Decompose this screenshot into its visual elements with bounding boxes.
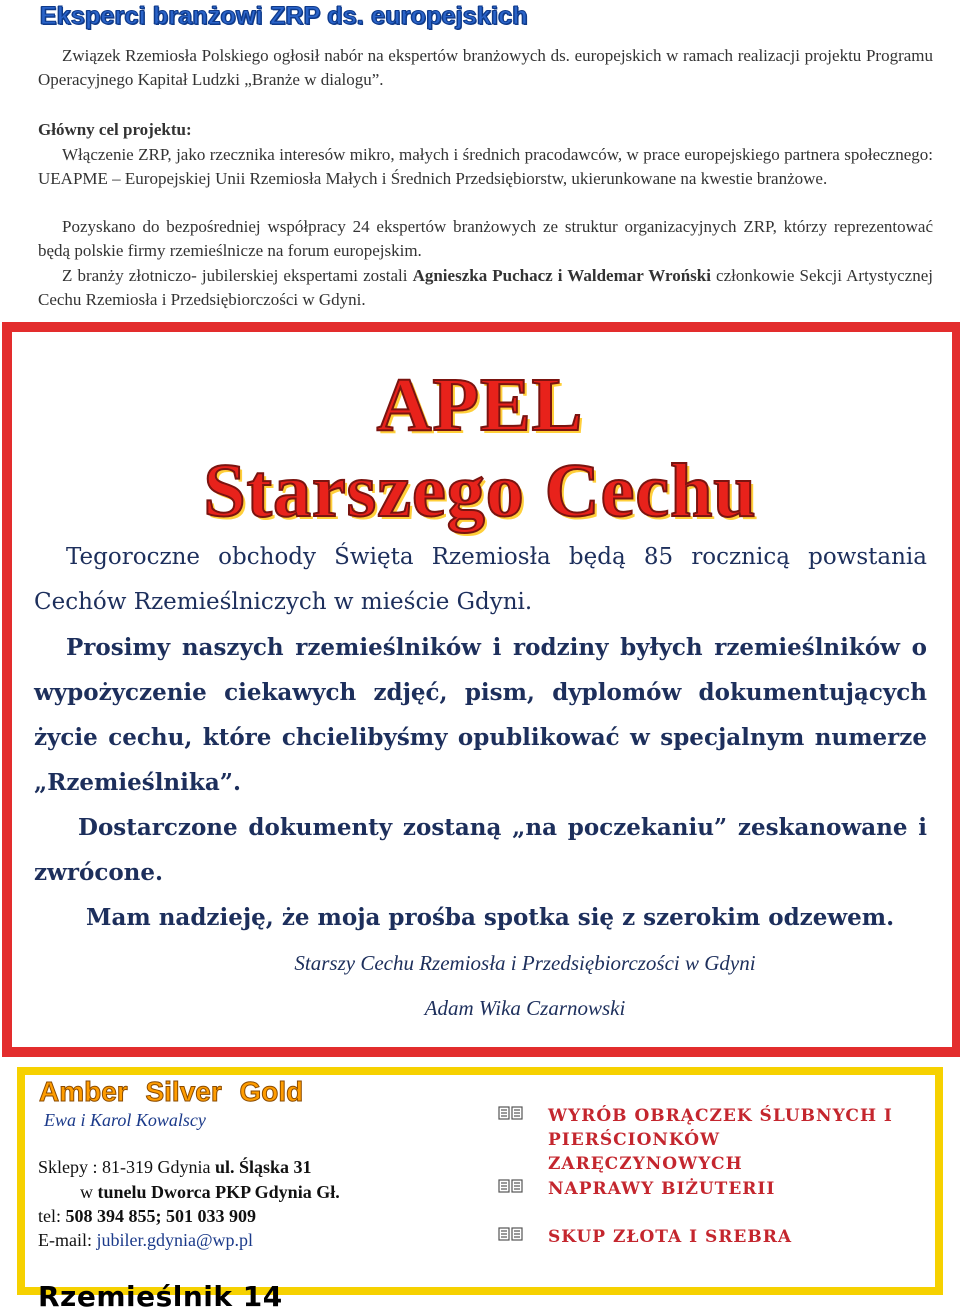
article-goal [38, 118, 933, 142]
shops-address: 81-319 Gdynia [102, 1157, 211, 1177]
experts-prefix: Z branży złotniczo- jubilerskiej ekspertami zostali [62, 266, 413, 285]
article-cooperation [38, 215, 933, 263]
page-title: Eksperci branżowi ZRP ds. europejskich [40, 2, 528, 30]
shops-street: ul. Śląska 31 [215, 1157, 312, 1177]
intro-paragraph: Związek Rzemiosła Polskiego ogłosił nabór na ekspertów branżowych ds. europejskich w ramach realizacji projektu Programu Operacyjnego Kapitał Ludzki „Branże w dialogu”. [38, 46, 933, 89]
signature-role: Starszy Cechu Rzemiosła i Przedsiębiorczości w Gdyni [294, 951, 756, 975]
appeal-paragraph-1: Tegoroczne obchody Święta Rzemiosła będą 85 rocznicą powstania Cechów Rzemieślniczych w mieście Gdyni. [34, 544, 927, 615]
service-item [498, 1104, 908, 1176]
service-item [498, 1225, 792, 1249]
article-goal-body [38, 143, 933, 191]
advert-brand: Amber Silver Gold [39, 1076, 304, 1107]
email-link[interactable]: jubiler.gdynia@wp.pl [96, 1230, 254, 1250]
email-label: E-mail: [38, 1230, 92, 1250]
article-experts [38, 264, 933, 312]
experts-names: Agnieszka Puchacz i Waldemar Wroński [412, 266, 711, 285]
shops-label: Sklepy : [38, 1157, 98, 1177]
service-label: SKUP ZŁOTA I SREBRA [548, 1227, 793, 1247]
document-icon [498, 1104, 530, 1128]
location-prefix: w [80, 1182, 93, 1202]
appeal-title: APEL [376, 363, 584, 447]
shops-location: tunelu Dworca PKP Gdynia Gł. [97, 1182, 340, 1202]
appeal-paragraph-2: Prosimy naszych rzemieślników i rodziny byłych rzemieślników o wypożyczenie ciekawych zdjęć, pism, dyplomów dokumentujących życie cechu, które chcielibyśmy opublikować w specjalnym numerze „Rzemieślnika”. [34, 634, 927, 796]
tel-label: tel: [38, 1206, 61, 1226]
advert-shops-line [38, 1157, 312, 1178]
goal-paragraph: Włączenie ZRP, jako rzecznika interesów mikro, małych i średnich pracodawców, w prace europejskiego partnera społecznego: UEAPME – Europejskiej Unii Rzemiosła Małych i Średnich Przedsiębiorstw, ukierunkowane na kwestie branżowe. [38, 145, 933, 188]
appeal-body [34, 535, 927, 940]
advert-location-line [80, 1182, 340, 1203]
goal-heading: Główny cel projektu: [38, 120, 192, 139]
service-label: WYRÓB OBRĄCZEK ŚLUBNYCH I PIERŚCIONKÓW ZARĘCZYNOWYCH [548, 1106, 893, 1174]
appeal-paragraph-4: Mam nadzieję, że moja prośba spotka się z szerokim odzewem. [86, 904, 895, 931]
footer-title: Rzemieślnik 14 [38, 1280, 283, 1313]
experts-suffix: członkowie Sekcji Artystycznej Cechu Rzemiosła i Przedsiębiorczości w Gdyni. [38, 266, 933, 309]
appeal-paragraph-3: Dostarczone dokumenty zostaną „na poczekaniu” zeskanowane i zwrócone. [34, 814, 927, 886]
signature-name: Adam Wika Czarnowski [424, 996, 626, 1020]
advert-email-line [38, 1230, 253, 1251]
article-intro [38, 44, 933, 92]
experts-paragraph [38, 264, 933, 312]
service-item [498, 1177, 775, 1201]
advert-phone-line [38, 1206, 256, 1227]
document-icon [498, 1177, 530, 1201]
document-icon [498, 1225, 530, 1249]
appeal-subtitle: Starszego Cechu [203, 449, 757, 533]
cooperation-paragraph: Pozyskano do bezpośredniej współpracy 24 ekspertów branżowych ze struktur organizacyjnych ZRP, którzy reprezentować będą polskie firmy rzemieślnicze na forum europejskim. [38, 217, 933, 260]
service-label: NAPRAWY BIŻUTERII [548, 1179, 776, 1199]
tel-value: 508 394 855; 501 033 909 [65, 1206, 256, 1226]
advert-owners: Ewa i Karol Kowalscy [44, 1110, 206, 1130]
